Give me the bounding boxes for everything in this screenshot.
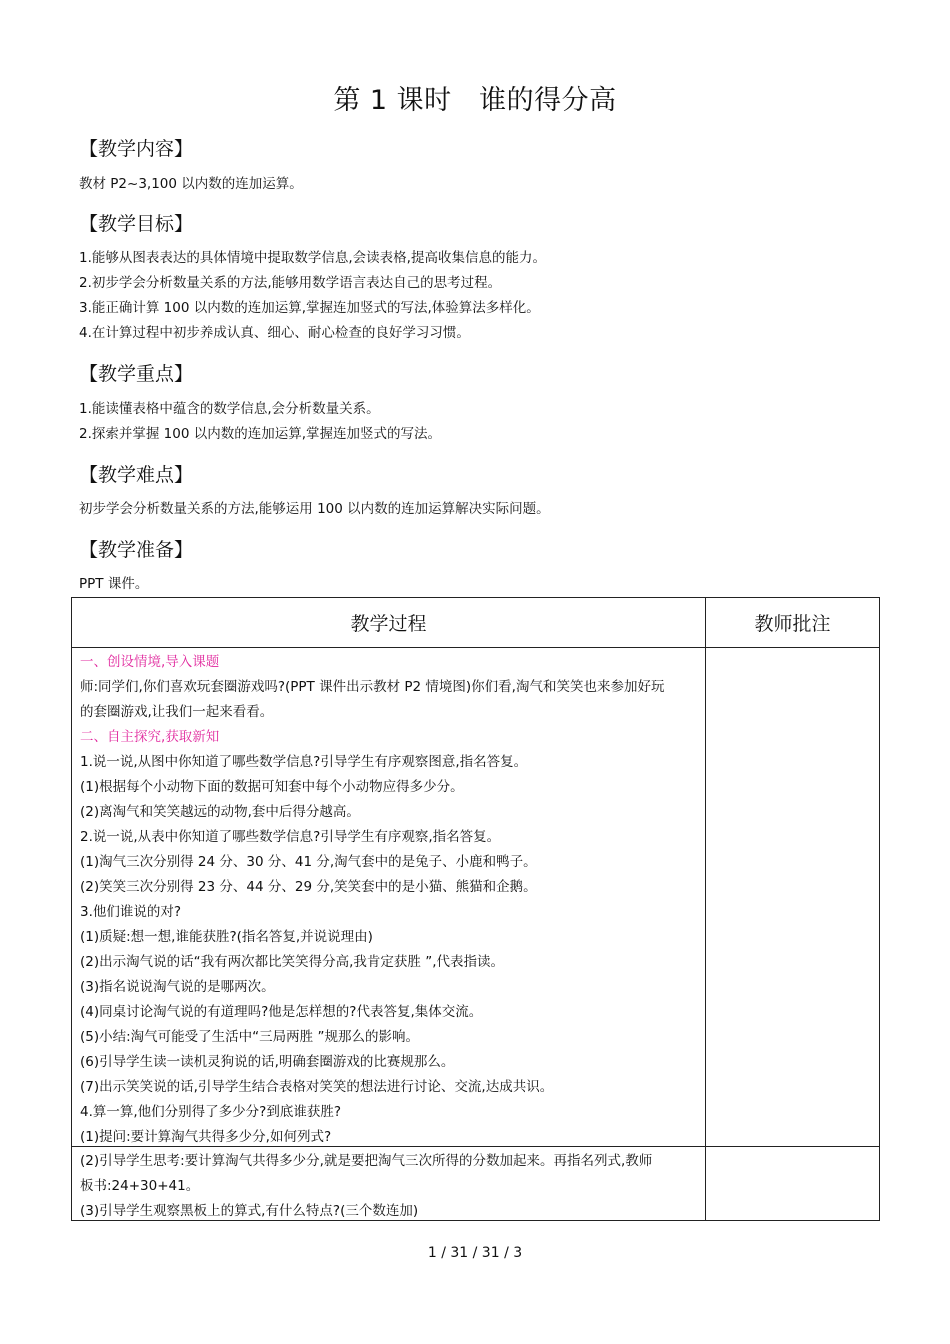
process-line: 板书:24+30+41。 [80,1178,200,1194]
process-line: (1)提问:要计算淘气共得多少分,如何列式? [80,1129,332,1145]
section-heading-prep: 【教学准备】 [79,539,194,561]
process-cell [72,648,706,1147]
section-heading-difficult: 【教学难点】 [79,464,194,486]
notes-cell [706,648,880,1147]
key-list [79,397,441,447]
process-line: 1.说一说,从图中你知道了哪些数学信息?引导学生有序观察图意,指名答复。 [80,754,528,770]
process-line: 3.他们谁说的对? [80,904,182,920]
process-line: (1)淘气三次分别得 24 分、30 分、41 分,淘气套中的是兔子、小鹿和鸭子。 [80,854,537,870]
process-line: (2)出示淘气说的话“我有两次都比笑笑得分高,我肯定获胜 ”,代表指读。 [80,954,504,970]
section-heading-content: 【教学内容】 [79,138,194,160]
process-line: (3)指名说说淘气说的是哪两次。 [80,979,275,995]
content-line: 教材 P2~3,100 以内数的连加运算。 [79,176,303,192]
process-line: 2.说一说,从表中你知道了哪些数学信息?引导学生有序观察,指名答复。 [80,829,501,845]
key-item: 2.探索并掌握 100 以内数的连加运算,掌握连加竖式的写法。 [79,426,442,442]
process-line: (4)同桌讨论淘气说的有道理吗?他是怎样想的?代表答复,集体交流。 [80,1004,483,1020]
difficult-line: 初步学会分析数量关系的方法,能够运用 100 以内数的连加运算解决实际问题。 [79,501,550,517]
process-line: (1)根据每个小动物下面的数据可知套中每个小动物应得多少分。 [80,779,464,795]
process-line: (7)出示笑笑说的话,引导学生结合表格对笑笑的想法进行讨论、交流,达成共识。 [80,1079,554,1095]
page-number: 1 / 31 / 31 / 3 [427,1245,523,1261]
table-row [72,648,880,1147]
section-heading-goals: 【教学目标】 [79,213,194,235]
process-cell [72,1147,706,1221]
table-header-row [72,598,880,648]
teaching-process-table [71,597,880,1221]
process-line: (2)引导学生思考:要计算淘气共得多少分,就是要把淘气三次所得的分数加起来。再指名列式,教师 [80,1153,653,1169]
header-process: 教学过程 [72,598,706,648]
goal-item: 2.初步学会分析数量关系的方法,能够用数学语言表达自己的思考过程。 [79,275,502,291]
process-line: (5)小结:淘气可能受了生活中“三局两胜 ”规那么的影响。 [80,1029,419,1045]
goal-item: 3.能正确计算 100 以内数的连加运算,掌握连加竖式的写法,体验算法多样化。 [79,300,540,316]
process-line: (3)引导学生观察黑板上的算式,有什么特点?(三个数连加) [80,1203,419,1219]
stage-heading: 一、创设情境,导入课题 [80,654,220,670]
process-line: (6)引导学生读一读机灵狗说的话,明确套圈游戏的比赛规那么。 [80,1054,455,1070]
section-heading-key: 【教学重点】 [79,363,194,385]
goal-item: 1.能够从图表表达的具体情境中提取数学信息,会读表格,提高收集信息的能力。 [79,250,546,266]
notes-cell [706,1147,880,1221]
process-line: 的套圈游戏,让我们一起来看看。 [80,704,274,720]
process-line: 4.算一算,他们分别得了多少分?到底谁获胜? [80,1104,342,1120]
page-title: 第 1 课时 谁的得分高 [333,85,617,116]
prep-line: PPT 课件。 [79,576,149,592]
prep-text [79,572,148,597]
stage-heading: 二、自主探究,获取新知 [80,729,220,745]
goals-list [79,246,546,346]
header-notes: 教师批注 [706,598,880,648]
content-text [79,172,303,197]
goal-item: 4.在计算过程中初步养成认真、细心、耐心检查的良好学习习惯。 [79,325,470,341]
table-row [72,1147,880,1221]
key-item: 1.能读懂表格中蕴含的数学信息,会分析数量关系。 [79,401,380,417]
process-line: (1)质疑:想一想,谁能获胜?(指名答复,并说说理由) [80,929,373,945]
process-line: 师:同学们,你们喜欢玩套圈游戏吗?(PPT 课件出示教材 P2 情境图)你们看,淘气和笑笑也来参加好玩 [80,679,665,695]
difficult-text [79,497,550,522]
process-line: (2)离淘气和笑笑越远的动物,套中后得分越高。 [80,804,360,820]
process-line: (2)笑笑三次分别得 23 分、44 分、29 分,笑笑套中的是小猫、熊猫和企鹅。 [80,879,537,895]
